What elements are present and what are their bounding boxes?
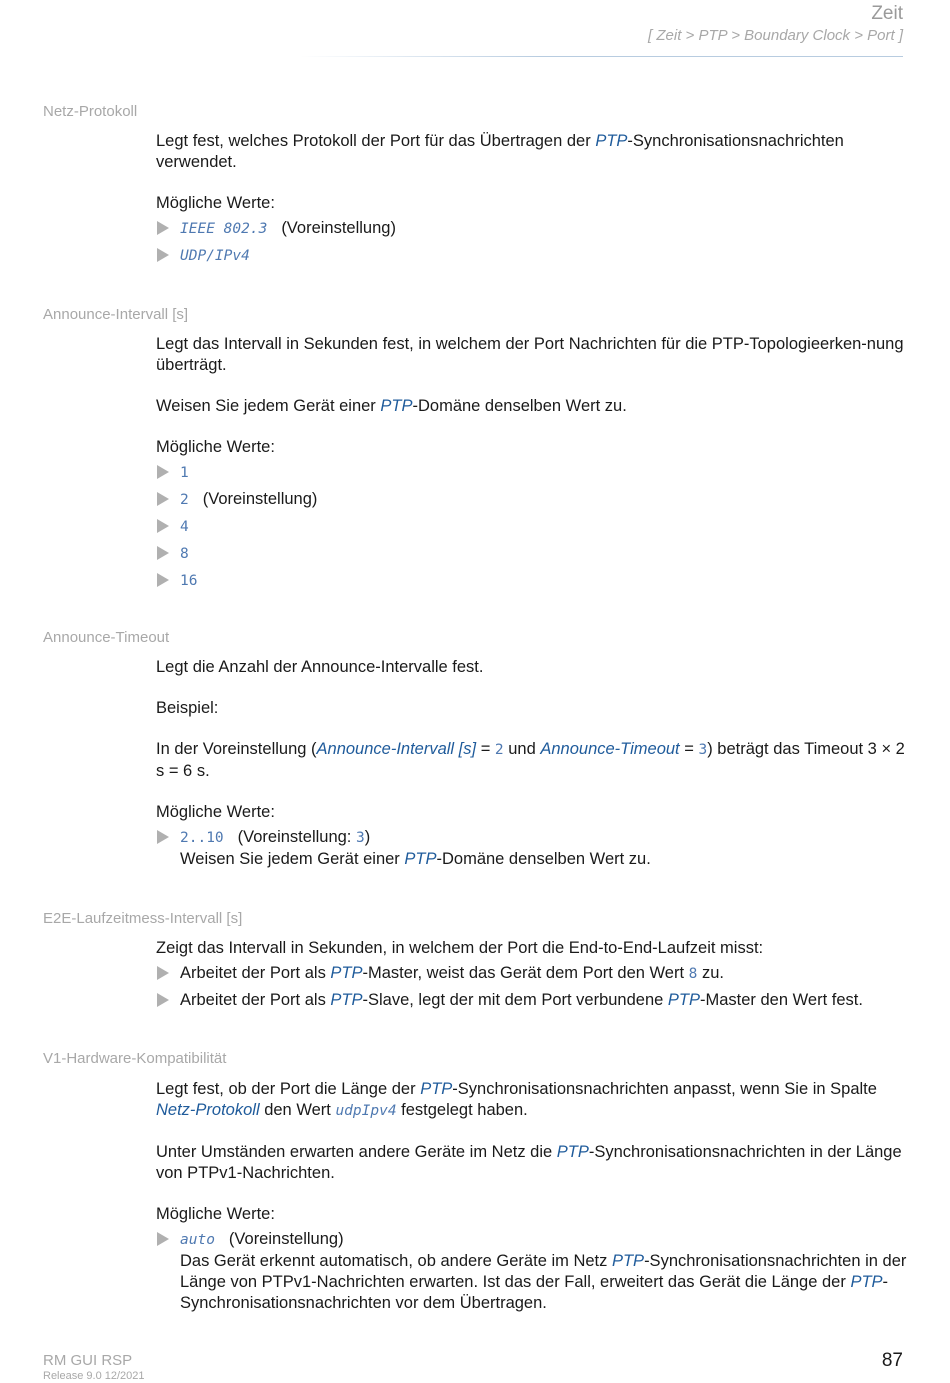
- values-list: [156, 1229, 908, 1314]
- other-devices-note: Unter Umständen erwarten andere Geräte im Netz die PTP-Synchronisationsnachrichten in der Länge von PTPv1-Nachrichten.: [156, 1143, 902, 1182]
- description: Zeigt das Intervall in Sekunden, in welchem der Port die End-to-End-Laufzeit misst:: [156, 939, 764, 957]
- section-body: [156, 657, 908, 875]
- value-code: UDP/IPv4: [180, 248, 250, 264]
- value-code: auto: [180, 1232, 215, 1248]
- bullet-triangle-icon: [157, 492, 169, 506]
- bullet-triangle-icon: [157, 546, 169, 560]
- section-body: [156, 938, 908, 1016]
- example-heading: Beispiel:: [156, 699, 219, 717]
- value-code: 2..10: [180, 830, 224, 846]
- page-footer: [43, 1352, 145, 1383]
- list-item: [156, 543, 908, 565]
- values-heading: Mögliche Werte:: [156, 803, 275, 821]
- section-body: [156, 1079, 908, 1319]
- term-ptp: PTP: [380, 397, 413, 415]
- section-label: Announce-Intervall [s]: [43, 306, 189, 323]
- value-note: (Voreinstellung): [228, 1230, 344, 1248]
- list-item: [156, 516, 908, 538]
- values-list: [156, 218, 908, 267]
- section-body: [156, 131, 908, 272]
- list-item: Arbeitet der Port als PTP-Slave, legt der mit dem Port verbundene PTP-Master den Wert fest.: [156, 990, 908, 1011]
- term-netz-protokoll: Netz-Protokoll: [156, 1101, 260, 1119]
- description: Legt das Intervall in Sekunden fest, in welchem der Port Nachrichten für die PTP-Topologieerken-nung überträgt.: [156, 335, 904, 374]
- header-divider: [300, 56, 903, 57]
- list-item: [156, 218, 908, 240]
- header-title: Zeit: [871, 3, 903, 24]
- value-note: (Voreinstellung): [202, 490, 318, 508]
- bullet-triangle-icon: [157, 1232, 169, 1246]
- bullet-triangle-icon: [157, 519, 169, 533]
- example-text: In der Voreinstellung (Announce-Intervall [s] = 2 und Announce-Timeout = 3) beträgt das Timeout 3 × 2 s = 6 s.: [156, 740, 905, 780]
- term-ptp: PTP: [404, 850, 437, 868]
- value-code: IEEE 802.3: [180, 221, 268, 237]
- assign-note: Weisen Sie jedem Gerät einer PTP-Domäne denselben Wert zu.: [156, 397, 627, 415]
- term-announce-timeout: Announce-Timeout: [540, 740, 680, 758]
- bullet-triangle-icon: [157, 248, 169, 262]
- bullet-triangle-icon: [157, 993, 169, 1007]
- bullet-triangle-icon: [157, 966, 169, 980]
- list-item: Arbeitet der Port als PTP-Master, weist das Gerät dem Port den Wert 8 zu.: [156, 963, 908, 985]
- description: Legt fest, welches Protokoll der Port für das Übertragen der PTP-Synchronisationsnachrichten verwendet.: [156, 132, 844, 171]
- bullet-triangle-icon: [157, 573, 169, 587]
- list-item: [156, 489, 908, 511]
- list-item: [156, 570, 908, 592]
- value-code: 16: [180, 573, 198, 589]
- value-code: 8: [688, 966, 698, 982]
- list-item: [156, 245, 908, 267]
- values-list: [156, 462, 908, 592]
- description: Legt fest, ob der Port die Länge der PTP-Synchronisationsnachrichten anpasst, wenn Sie in Spalte Netz-Protokoll den Wert udpIpv4 festgelegt haben.: [156, 1080, 877, 1119]
- term-ptp: PTP: [556, 1143, 589, 1161]
- value-code: udpIpv4: [335, 1103, 397, 1119]
- section-label: E2E-Laufzeitmess-Intervall [s]: [43, 910, 243, 927]
- bullet-triangle-icon: [157, 221, 169, 235]
- value-code: 1: [180, 465, 189, 481]
- page-number: 87: [881, 1350, 903, 1371]
- page-header: [648, 2, 903, 46]
- bullet-triangle-icon: [157, 465, 169, 479]
- list-item: auto (Voreinstellung) Das Gerät erkennt automatisch, ob andere Geräte im Netz PTP-Synchronisationsnachrichten in der Länge von PTPv1-Nachrichten erwarten. Ist das der Fall, erweitert das Gerät die Länge der PTP-Synchronisationsnachrichten vor dem Übertragen.: [156, 1229, 908, 1314]
- values-list: [156, 963, 908, 1011]
- term-ptp: PTP: [420, 1080, 453, 1098]
- section-label: Announce-Timeout: [43, 629, 170, 646]
- value-code: 2: [494, 742, 504, 758]
- value-note: (Voreinstellung): [281, 219, 396, 237]
- section-label: V1-Hardware-Kompatibilität: [43, 1050, 227, 1067]
- list-item: 2..10 (Voreinstellung: 3) Weisen Sie jedem Gerät einer PTP-Domäne denselben Wert zu.: [156, 827, 908, 870]
- values-heading: Mögliche Werte:: [156, 438, 275, 456]
- footer-product: RM GUI RSP: [43, 1352, 133, 1369]
- list-item: [156, 462, 908, 484]
- value-code: 2: [180, 492, 189, 508]
- term-ptp: PTP: [330, 964, 363, 982]
- value-code: 3: [698, 742, 708, 758]
- header-breadcrumb: [ Zeit > PTP > Boundary Clock > Port ]: [648, 27, 903, 44]
- section-label: Netz-Protokoll: [43, 103, 138, 120]
- value-code: 3: [355, 830, 365, 846]
- term-ptp: PTP: [850, 1273, 883, 1291]
- footer-release: Release 9.0 12/2021: [43, 1370, 145, 1382]
- term-ptp: PTP: [330, 991, 363, 1009]
- values-heading: Mögliche Werte:: [156, 1205, 275, 1223]
- section-body: [156, 334, 908, 597]
- values-list: [156, 827, 908, 870]
- term-ptp: PTP: [667, 991, 700, 1009]
- value-code: 8: [180, 546, 189, 562]
- term-ptp: PTP: [611, 1252, 645, 1270]
- value-code: 4: [180, 519, 189, 535]
- bullet-triangle-icon: [157, 830, 169, 844]
- term-ptp: PTP: [595, 132, 628, 150]
- values-heading: Mögliche Werte:: [156, 194, 275, 212]
- description: Legt die Anzahl der Announce-Intervalle fest.: [156, 658, 484, 676]
- term-announce-intervall: Announce-Intervall [s]: [316, 740, 477, 758]
